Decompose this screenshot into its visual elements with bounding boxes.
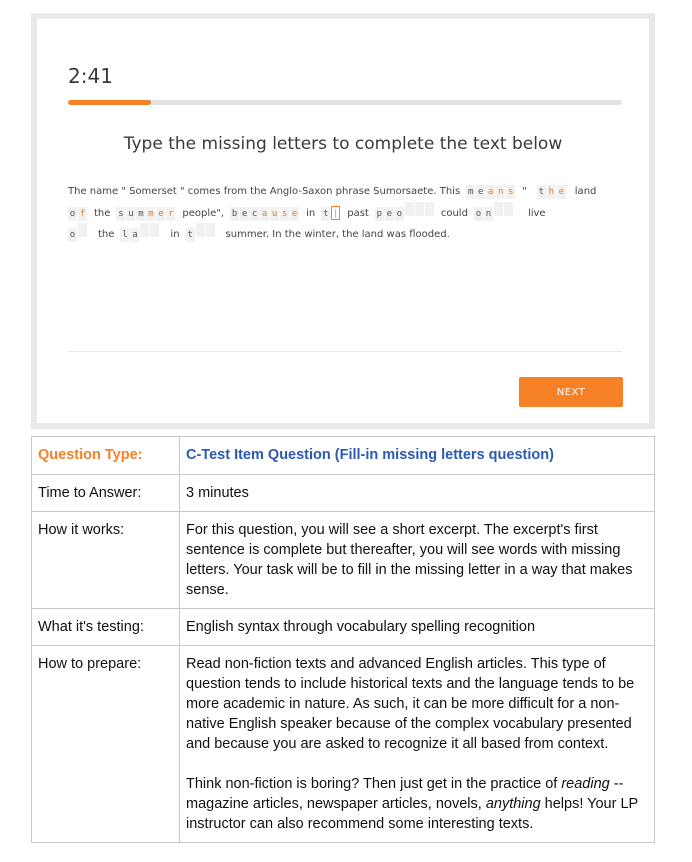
prepare-emphasis: reading bbox=[561, 776, 610, 792]
prepare-label: How to prepare: bbox=[32, 646, 180, 843]
prepare-paragraph-2 bbox=[186, 774, 648, 834]
progress-bar-fill bbox=[68, 100, 151, 105]
letter-box[interactable]: e bbox=[386, 209, 393, 219]
gap-word-input[interactable] bbox=[68, 203, 88, 224]
letter-box[interactable] bbox=[140, 223, 149, 237]
letter-box[interactable] bbox=[150, 223, 159, 237]
prepare-text: helps! Your LP instructor can also recommend some interesting texts. bbox=[186, 796, 638, 832]
letter-box[interactable]: h bbox=[548, 187, 554, 197]
letter-box[interactable]: l bbox=[122, 230, 128, 240]
letter-box[interactable] bbox=[504, 202, 513, 216]
letter-box[interactable]: m bbox=[148, 208, 154, 219]
next-button[interactable]: NEXT bbox=[519, 377, 623, 407]
letter-box[interactable]: o bbox=[475, 209, 482, 219]
how-it-works-label: How it works: bbox=[32, 512, 180, 609]
letter-box[interactable]: a bbox=[132, 230, 138, 240]
gap-word-input[interactable] bbox=[375, 202, 435, 224]
letter-box[interactable]: s bbox=[118, 208, 124, 219]
gap-word-input[interactable] bbox=[474, 202, 514, 224]
letter-box[interactable]: o bbox=[396, 209, 403, 219]
letter-box[interactable]: c bbox=[251, 208, 258, 219]
letter-box[interactable] bbox=[78, 223, 87, 237]
c-test-passage bbox=[68, 181, 628, 244]
passage-text: people", bbox=[182, 207, 225, 219]
passage-text: land bbox=[574, 186, 597, 197]
letter-box[interactable] bbox=[196, 223, 205, 237]
letter-box[interactable]: u bbox=[128, 208, 134, 219]
gap-word-input[interactable] bbox=[68, 223, 88, 245]
passage-text: The name " Somerset " comes from the Anglo-Saxon phrase Sumorsaete. This bbox=[68, 186, 461, 197]
gap-word-input[interactable] bbox=[466, 181, 516, 202]
letter-box[interactable]: n bbox=[485, 209, 492, 219]
letter-box[interactable]: b bbox=[231, 208, 238, 219]
prepare-emphasis: anything bbox=[485, 796, 541, 812]
passage-text: the bbox=[98, 228, 115, 240]
letter-box[interactable]: s bbox=[507, 187, 514, 197]
time-value: 3 minutes bbox=[180, 475, 655, 512]
table-row bbox=[32, 475, 655, 512]
table-row bbox=[32, 609, 655, 646]
gap-word-input[interactable] bbox=[230, 203, 300, 224]
letter-box[interactable]: e bbox=[158, 208, 164, 219]
prepare-paragraph-1: Read non-fiction texts and advanced English articles. This type of question tends to include historical texts and the language tends to be more academic in nature. As such, it can be more difficult for a non-native English speaker because of the complex vocabulary presented and because you are asked to recognize it all based from context. bbox=[186, 656, 635, 752]
test-card-frame bbox=[31, 13, 655, 429]
letter-box[interactable] bbox=[494, 202, 503, 216]
letter-box[interactable]: t bbox=[538, 187, 544, 197]
passage-line-3 bbox=[68, 223, 628, 244]
table-row bbox=[32, 646, 655, 843]
letter-box[interactable]: p bbox=[376, 209, 383, 219]
passage-text: the bbox=[94, 207, 111, 219]
testing-label: What it's testing: bbox=[32, 609, 180, 646]
gap-word-input[interactable] bbox=[321, 203, 341, 224]
table-row bbox=[32, 512, 655, 609]
question-type-value: C-Test Item Question (Fill-in missing letters question) bbox=[180, 437, 655, 475]
prepare-text: Think non-fiction is boring? Then just get in the practice of bbox=[186, 776, 562, 792]
letter-box[interactable]: s bbox=[281, 208, 288, 219]
letter-box[interactable]: m bbox=[467, 187, 474, 197]
letter-box[interactable]: t bbox=[323, 208, 329, 219]
prepare-text: -- magazine articles, newspaper articles, novels, bbox=[186, 776, 624, 812]
letter-box[interactable]: r bbox=[168, 208, 174, 219]
question-type-label: Question Type: bbox=[32, 437, 180, 475]
countdown-timer: 2:41 bbox=[68, 64, 113, 88]
letter-box[interactable]: e bbox=[241, 208, 248, 219]
testing-value: English syntax through vocabulary spelling recognition bbox=[180, 609, 655, 646]
question-info-table bbox=[31, 436, 655, 843]
passage-line-2 bbox=[68, 202, 628, 223]
letter-box[interactable]: e bbox=[477, 187, 484, 197]
passage-text: summer. In the winter, the land was flooded. bbox=[225, 228, 450, 240]
gap-word-input[interactable] bbox=[116, 203, 176, 224]
gap-word-input[interactable] bbox=[186, 223, 216, 245]
letter-box[interactable] bbox=[415, 202, 424, 216]
letter-box[interactable]: t bbox=[187, 230, 193, 240]
passage-text: live bbox=[527, 207, 546, 219]
letter-box[interactable]: e bbox=[291, 208, 298, 219]
letter-box[interactable] bbox=[206, 223, 215, 237]
letter-box[interactable]: a bbox=[487, 187, 494, 197]
letter-box[interactable]: | bbox=[331, 206, 340, 220]
passage-text: in bbox=[306, 207, 316, 219]
letter-box[interactable]: a bbox=[261, 208, 268, 219]
table-row bbox=[32, 437, 655, 475]
instruction-heading: Type the missing letters to complete the text below bbox=[123, 134, 563, 154]
passage-text: past bbox=[347, 207, 369, 219]
test-card bbox=[37, 19, 649, 423]
gap-word-input[interactable] bbox=[120, 223, 160, 245]
letter-box[interactable]: o bbox=[69, 208, 76, 219]
letter-box[interactable]: f bbox=[79, 208, 86, 219]
how-it-works-value: For this question, you will see a short excerpt. The excerpt's first sentence is complete but thereafter, you will see words with missing letters. Your task will be to fill in the missing letter in a way that makes sense. bbox=[180, 512, 655, 609]
letter-box[interactable]: u bbox=[271, 208, 278, 219]
progress-bar bbox=[68, 100, 622, 105]
letter-box[interactable] bbox=[425, 202, 434, 216]
divider bbox=[68, 351, 622, 352]
passage-text: in bbox=[170, 228, 180, 240]
passage-text: could bbox=[440, 207, 468, 219]
passage-text: " bbox=[522, 186, 527, 197]
passage-line-1 bbox=[68, 181, 628, 202]
letter-box[interactable] bbox=[405, 202, 414, 216]
letter-box[interactable]: e bbox=[558, 187, 564, 197]
prepare-value bbox=[180, 646, 655, 843]
gap-word-input[interactable] bbox=[537, 181, 567, 202]
letter-box[interactable]: o bbox=[69, 230, 76, 240]
letter-box[interactable]: m bbox=[138, 208, 144, 219]
letter-box[interactable]: n bbox=[497, 187, 504, 197]
time-label: Time to Answer: bbox=[32, 475, 180, 512]
